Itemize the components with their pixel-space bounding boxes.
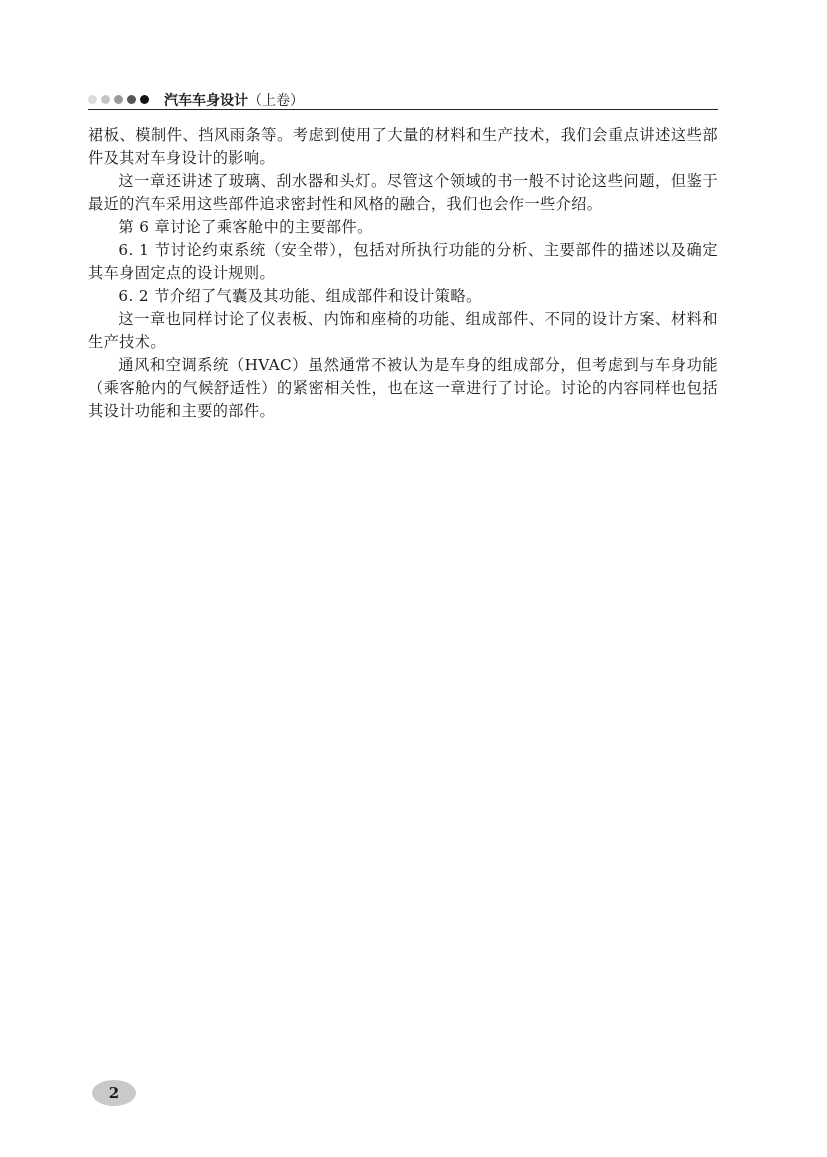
header-dots	[88, 95, 149, 104]
page-number: 2	[92, 1080, 136, 1106]
paragraph: 这一章也同样讨论了仪表板、内饰和座椅的功能、组成部件、不同的设计方案、材料和生产技术。	[88, 310, 718, 351]
paragraph: 6. 2 节介绍了气囊及其功能、组成部件和设计策略。	[118, 287, 482, 305]
light-dot-icon	[101, 95, 110, 104]
paragraph: 通风和空调系统（HVAC）虽然通常不被认为是车身的组成部分，但考虑到与车身功能（乘客舱内的气候舒适性）的紧密相关性，也在这一章进行了讨论。讨论的内容同样也包括其设计功能和主要的部件。	[88, 356, 718, 420]
light-dot-icon	[88, 95, 97, 104]
mid-dot-icon	[114, 95, 123, 104]
book-title	[164, 90, 304, 110]
paragraph: 裙板、模制件、挡风雨条等。考虑到使用了大量的材料和生产技术，我们会重点讲述这些部件及其对车身设计的影响。	[88, 126, 718, 167]
paragraph: 第 6 章讨论了乘客舱中的主要部件。	[118, 218, 373, 236]
running-header	[88, 89, 718, 110]
book-title-text: 汽车车身设计	[164, 93, 248, 109]
paragraph: 这一章还讲述了玻璃、刮水器和头灯。尽管这个领域的书一般不讨论这些问题，但鉴于最近的汽车采用这些部件追求密封性和风格的融合，我们也会作一些介绍。	[88, 172, 718, 213]
paragraph: 6. 1 节讨论约束系统（安全带），包括对所执行功能的分析、主要部件的描述以及确定其车身固定点的设计规则。	[88, 241, 718, 282]
body-text	[88, 124, 718, 423]
black-dot-icon	[140, 95, 149, 104]
book-volume-text: （上卷）	[248, 93, 304, 109]
dark-dot-icon	[127, 95, 136, 104]
